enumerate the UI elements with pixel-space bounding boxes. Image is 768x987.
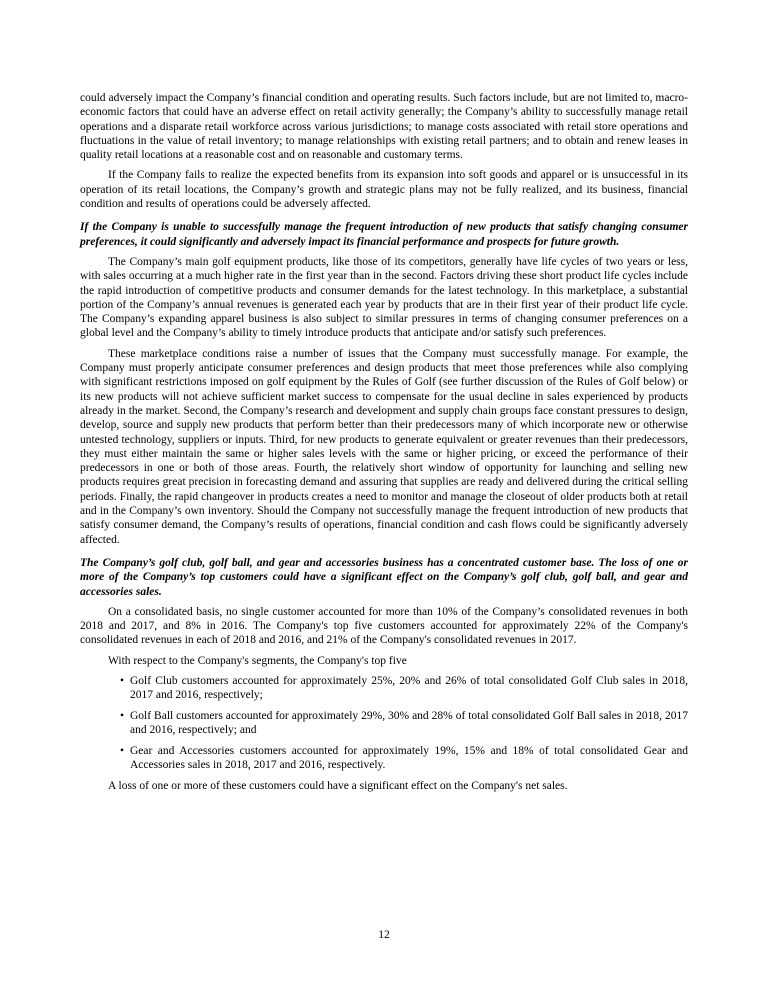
list-item-golf-ball: [80, 709, 688, 738]
paragraph-customer-loss: A loss of one or more of these customers could have a significant effect on the Company's net sales.: [108, 780, 568, 793]
paragraph-expansion-benefits: If the Company fails to realize the expected benefits from its expansion into soft goods and apparel or is unsuccessful in its operation of its retail locations, the Company’s growth and strategic plans may not be fully realized, and its business, financial condition and results of operations could be adversely affected.: [80, 169, 688, 211]
risk-heading-new-products: If the Company is unable to successfully manage the frequent introduction of new products that satisfy changing consumer preferences, it could significantly and adversely impact its financial performance and prospects for future growth.: [80, 221, 688, 248]
list-item-gear-accessories: [80, 744, 688, 773]
list-item-text: Golf Ball customers accounted for approximately 29%, 30% and 28% of total consolidated Golf Ball sales in 2018, 2017 and 2016, respectively; and: [130, 710, 688, 737]
bullet-icon: •: [120, 745, 125, 758]
paragraph-retail-factors: could adversely impact the Company’s financial condition and operating results. Such factors include, but are not limited to, macro-economic factors that could have an adverse effect on retail activity generally; the Company’s ability to successfully manage retail operations and a disparate retail workforce across various jurisdictions; to manage costs associated with retail store operations and fluctuations in the value of retail inventory; to manage relationships with existing retail partners; and to obtain and renew leases in quality retail locations at a reasonable cost and on reasonable and customary terms.: [80, 92, 688, 162]
list-item-text: Golf Club customers accounted for approximately 25%, 20% and 26% of total consolidated Golf Club sales in 2018, 2017 and 2016, respectively;: [130, 674, 688, 702]
page-number: 12: [378, 929, 390, 941]
page-content: [80, 91, 688, 800]
list-item-text: Gear and Accessories customers accounted for approximately 19%, 15% and 18% of total consolidated Gear and Accessories sales in 2018, 2017 and 2016, respectively.: [130, 745, 688, 772]
paragraph-segments-intro: With respect to the Company's segments, the Company's top five: [108, 654, 407, 667]
bullet-icon: •: [120, 710, 125, 723]
paragraph-product-life-cycles: The Company’s main golf equipment products, like those of its competitors, generally have life cycles of two years or less, with sales occurring at a much higher rate in the first year than in the second. Factors driving these short product life cycles include the rapid introduction of competitive products and consumer demands for the latest technology. In this marketplace, a substantial portion of the Company’s annual revenues is generated each year by products that are in their first year of their product life cycle. The Company’s expanding apparel business is also subject to similar pressures in terms of changing consumer preferences on a global level and the Company’s ability to timely introduce products that anticipate and/or satisfy such preferences.: [80, 255, 688, 340]
paragraph-customer-concentration: On a consolidated basis, no single customer accounted for more than 10% of the Company’s consolidated revenues in both 2018 and 2017, and 8% in 2016. The Company's top five customers accounted for approximately 22% of the Company's consolidated revenues in each of 2018 and 2016, and 21% of the Company's consolidated revenues in 2017.: [80, 605, 688, 647]
paragraph-marketplace-conditions: These marketplace conditions raise a number of issues that the Company must successfully manage. For example, the Company must properly anticipate consumer preferences and design products that meet those preferences while also complying with significant restrictions imposed on golf equipment by the Rules of Golf (see further discussion of the Rules of Golf below) or its new products will not achieve sufficient market success to compensate for the usual decline in sales experienced by products already in the market. Second, the Company’s research and development and supply chain groups face constant pressures to design, develop, source and supply new products that perform better than their predecessors many of which incorporate new or otherwise untested technology, suppliers or inputs. Third, for new products to generate equivalent or greater revenues than their predecessors, they must either maintain the same or higher sales levels with the same or higher pricing, or exceed the performance of their predecessors in one or both of those areas. Fourth, the relatively short window of opportunity for launching and selling new products requires great precision in forecasting demand and assuring that supplies are ready and delivered during the critical selling periods. Finally, the rapid changeover in products creates a need to monitor and manage the closeout of older products both at retail and in the Company’s own inventory. Should the Company not successfully manage the frequent introduction of new products that satisfy consumer demand, the Company’s results of operations, financial condition and cash flows could be significantly adversely affected.: [80, 347, 688, 546]
bullet-icon: •: [120, 674, 125, 687]
risk-heading-customer-base: The Company’s golf club, golf ball, and gear and accessories business has a concentrated customer base. The loss of one or more of the Company’s top customers could have a significant effect on the Company’s golf club, golf ball, and gear and accessories sales.: [80, 556, 688, 598]
segment-customer-list: [80, 674, 688, 773]
list-item-golf-club: [80, 674, 688, 703]
